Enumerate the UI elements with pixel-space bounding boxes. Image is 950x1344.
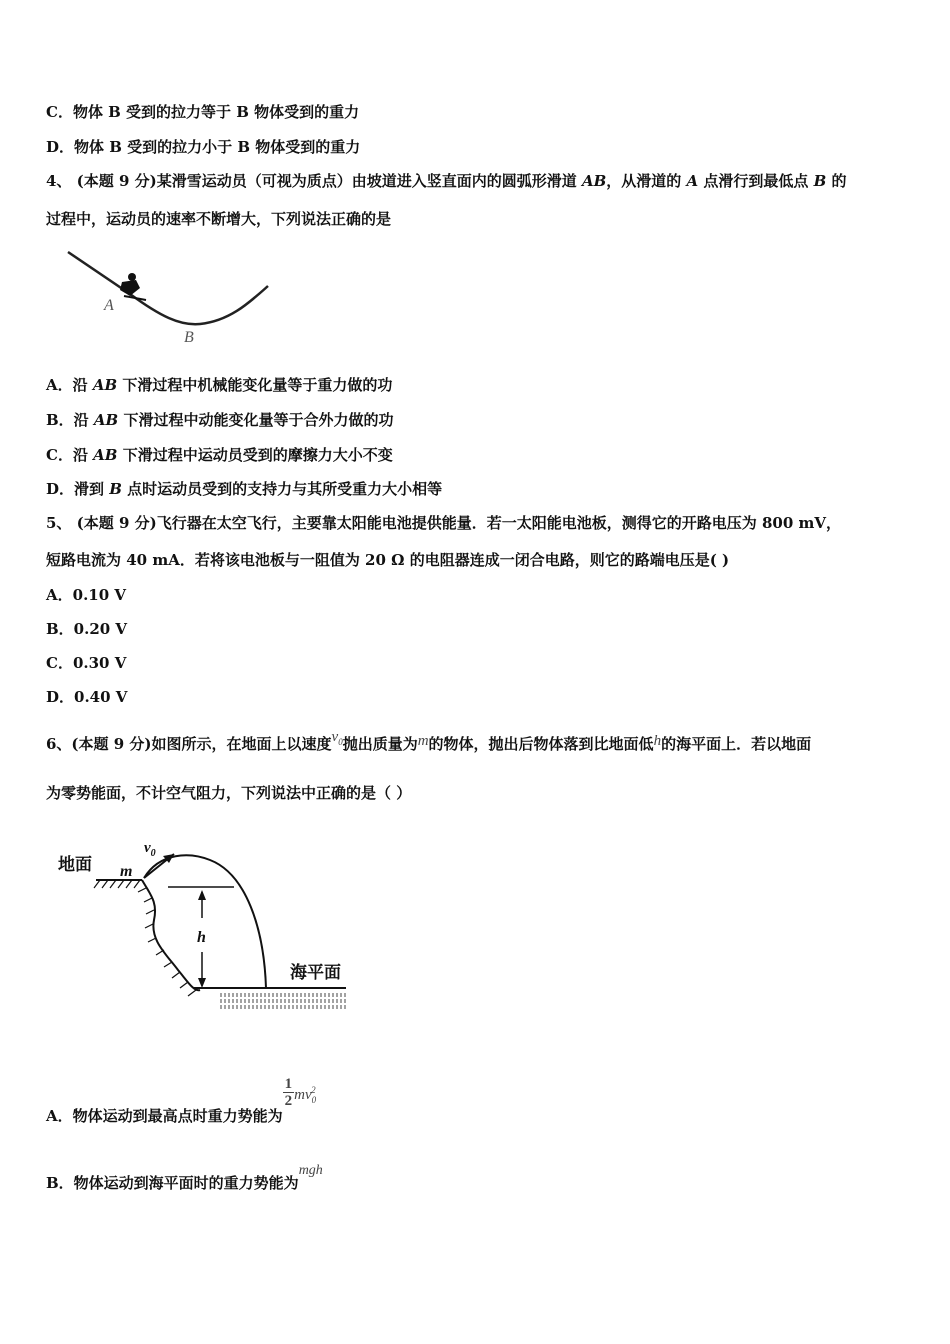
q4-stem-line2: 过程中，运动员的速率不断增大，下列说法正确的是 xyxy=(46,210,392,228)
q5-option-c: C．0.30 V xyxy=(46,654,127,672)
cliff-face xyxy=(142,880,200,990)
q5-stem-line2: 短路电流为 40 mA．若将该电池板与一阻值为 20 Ω 的电阻器连成一闭合电路，则它的路端电压是( ) xyxy=(46,551,730,569)
q6-option-b: B．物体运动到海平面时的重力势能为mgh xyxy=(46,1163,323,1192)
q3-option-d: D．物体 B 受到的拉力小于 B 物体受到的重力 xyxy=(46,138,361,156)
q6-stem-line2: 为零势能面，不计空气阻力，下列说法中正确的是（ ） xyxy=(46,784,412,802)
fraction-half: $\frac{1}{2}$ xyxy=(284,1076,293,1109)
q4-option-b: B．沿 AB 下滑过程中动能变化量等于合外力做的功 xyxy=(46,411,394,429)
q3-option-c: C．物体 B 受到的拉力等于 B 物体受到的重力 xyxy=(46,103,360,121)
sea-label: 海平面 xyxy=(290,963,341,982)
velocity-label: $v_0$ xyxy=(144,840,156,859)
height-label: h xyxy=(197,929,206,946)
q6-projectile-figure xyxy=(50,832,360,1042)
ground-label: 地面 xyxy=(58,855,92,874)
q4-ski-track-figure xyxy=(60,244,280,354)
height-arrowhead-down xyxy=(198,978,206,988)
mass-label: m xyxy=(120,863,133,880)
q4-option-d: D．滑到 B 点时运动员受到的支持力与其所受重力大小相等 xyxy=(46,480,443,498)
q4-stem-line1: 4、 (本题 9 分)某滑雪运动员（可视为质点）由坡道进入竖直面内的圆弧形滑道 AB，从滑道的 A 点滑行到最低点 B 的 xyxy=(46,172,847,190)
q6-option-a: A．物体运动到最高点时重力势能为 $\frac{1}{2}$ $mv_0^2$ xyxy=(46,1076,317,1125)
q4-option-c: C．沿 AB 下滑过程中运动员受到的摩擦力大小不变 xyxy=(46,446,393,464)
point-a-label: A xyxy=(104,297,114,314)
height-arrowhead-up xyxy=(198,890,206,900)
ski-slope-curve xyxy=(68,252,268,324)
q5-option-a: A．0.10 V xyxy=(46,586,127,604)
trajectory-curve xyxy=(144,855,266,988)
q5-stem-line1: 5、 (本题 9 分)飞行器在太空飞行，主要靠太阳能电池提供能量．若一太阳能电池板，测得它的开路电压为 800 mV， xyxy=(46,514,842,532)
sea-dots xyxy=(220,994,346,1008)
point-b-label: B xyxy=(184,329,194,346)
q4-option-a: A．沿 AB 下滑过程中机械能变化量等于重力做的功 xyxy=(46,376,393,394)
q5-option-d: D．0.40 V xyxy=(46,688,128,706)
q6-stem-line1: 6、(本题 9 分)如图所示，在地面上以速度$v_0$抛出质量为m的物体，抛出后物体落到比地面低h的海平面上．若以地面 xyxy=(46,729,812,753)
q5-option-b: B．0.20 V xyxy=(46,620,128,638)
